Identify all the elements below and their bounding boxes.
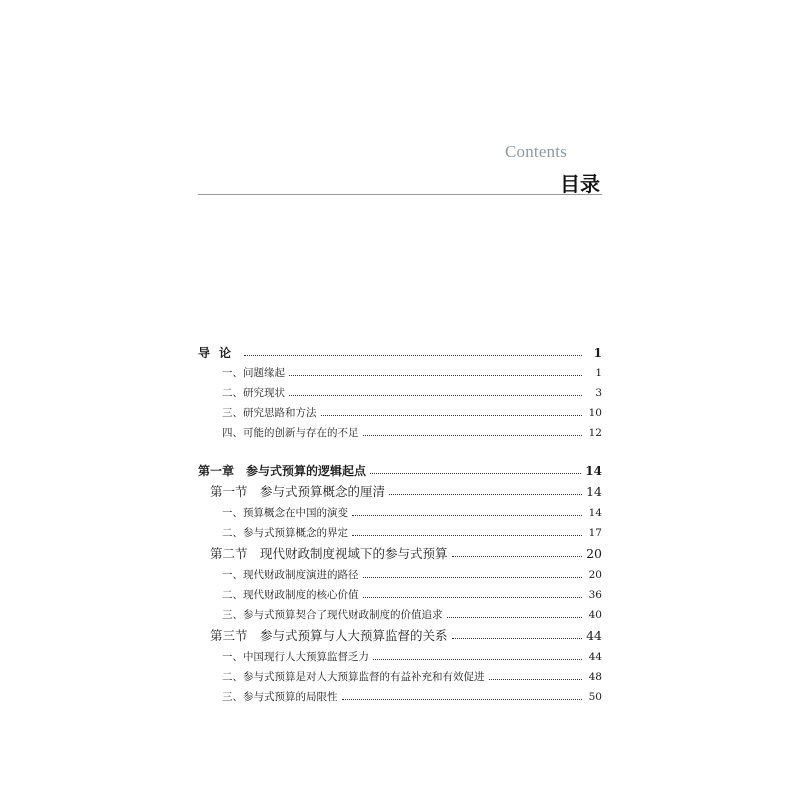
- toc-entry-title: 二、研究现状: [222, 387, 285, 399]
- toc-entry-page: 20: [588, 569, 602, 581]
- toc-entry-title: 二、现代财政制度的核心价值: [222, 589, 359, 601]
- toc-leader-dots: [452, 638, 582, 639]
- toc-leader-dots: [342, 699, 583, 700]
- toc-entry[interactable]: [198, 543, 602, 565]
- toc-entry-page: 1: [595, 367, 602, 379]
- toc-entry[interactable]: [198, 343, 602, 363]
- toc-entry-page: 14: [588, 507, 602, 519]
- toc-leader-dots: [289, 395, 582, 396]
- contents-heading-zh: 目录: [560, 172, 600, 196]
- toc-leader-dots: [452, 556, 582, 557]
- toc-entry-title: 三、研究思路和方法: [222, 407, 317, 419]
- toc-entry-page: 12: [588, 427, 602, 439]
- toc-entry[interactable]: [198, 625, 602, 647]
- toc-leader-dots: [373, 659, 582, 660]
- toc-entry[interactable]: [198, 363, 602, 383]
- toc-entry-page: 10: [588, 407, 602, 419]
- toc-entry-page: 17: [588, 527, 602, 539]
- toc-entry-title: 第一章 参与式预算的逻辑起点: [198, 464, 367, 478]
- toc-entry-title: 一、现代财政制度演进的路径: [222, 569, 359, 581]
- toc-leader-dots: [244, 355, 582, 356]
- toc-entry-title: 第三节 参与式预算与人大预算监督的关系: [210, 628, 448, 643]
- toc-leader-dots: [489, 679, 583, 680]
- toc-entry-title: 第一节 参与式预算概念的厘清: [210, 484, 386, 499]
- toc-entry-page: 14: [586, 484, 602, 499]
- toc-leader-dots: [370, 473, 581, 474]
- toc-leader-dots: [447, 617, 583, 618]
- toc-leader-dots: [352, 535, 582, 536]
- toc-entry-title: 一、预算概念在中国的演变: [222, 507, 348, 519]
- toc-entry-page: 36: [588, 589, 602, 601]
- toc-entry-page: 48: [588, 671, 602, 683]
- toc-entry[interactable]: [198, 647, 602, 667]
- toc-leader-dots: [363, 435, 583, 436]
- toc-entry-title: 二、参与式预算概念的界定: [222, 527, 348, 539]
- toc-entry[interactable]: [198, 667, 602, 687]
- toc-entry[interactable]: [198, 585, 602, 605]
- toc-leader-dots: [352, 515, 582, 516]
- toc-entry[interactable]: [198, 403, 602, 423]
- toc-leader-dots: [321, 415, 583, 416]
- toc-leader-dots: [363, 597, 583, 598]
- toc-entry[interactable]: [198, 481, 602, 503]
- heading-rule: [198, 194, 602, 195]
- toc-entry-page: 20: [586, 546, 602, 561]
- toc-entry-page: 44: [586, 628, 602, 643]
- toc-entry-title: 导论: [198, 346, 241, 360]
- toc-entry-page: 44: [588, 651, 602, 663]
- toc-entry-title: 一、问题缘起: [222, 367, 285, 379]
- toc-gap: [198, 443, 602, 461]
- toc-leader-dots: [289, 375, 582, 376]
- toc-entry[interactable]: [198, 523, 602, 543]
- toc-leader-dots: [389, 494, 582, 495]
- toc-entry-page: 14: [585, 464, 602, 478]
- toc-entry[interactable]: [198, 423, 602, 443]
- toc-entry[interactable]: [198, 565, 602, 585]
- toc-entry-title: 一、中国现行人大预算监督乏力: [222, 651, 369, 663]
- toc-entry-title: 四、可能的创新与存在的不足: [222, 427, 359, 439]
- toc-leader-dots: [363, 577, 583, 578]
- toc-entry-page: 3: [595, 387, 602, 399]
- toc-entry-page: 1: [593, 346, 602, 360]
- toc-entry-title: 二、参与式预算是对人大预算监督的有益补充和有效促进: [222, 671, 485, 683]
- toc-entry-title: 三、参与式预算的局限性: [222, 691, 338, 703]
- toc-entry-title: 三、参与式预算契合了现代财政制度的价值追求: [222, 609, 443, 621]
- contents-heading-en: Contents: [504, 142, 567, 161]
- toc-entry[interactable]: [198, 461, 602, 481]
- toc-entry[interactable]: [198, 605, 602, 625]
- toc-entry[interactable]: [198, 687, 602, 707]
- toc-entry-page: 50: [588, 691, 602, 703]
- toc-entry[interactable]: [198, 503, 602, 523]
- toc-entry[interactable]: [198, 383, 602, 403]
- table-of-contents: [198, 343, 602, 707]
- toc-entry-title: 第二节 现代财政制度视域下的参与式预算: [210, 546, 448, 561]
- toc-entry-page: 40: [588, 609, 602, 621]
